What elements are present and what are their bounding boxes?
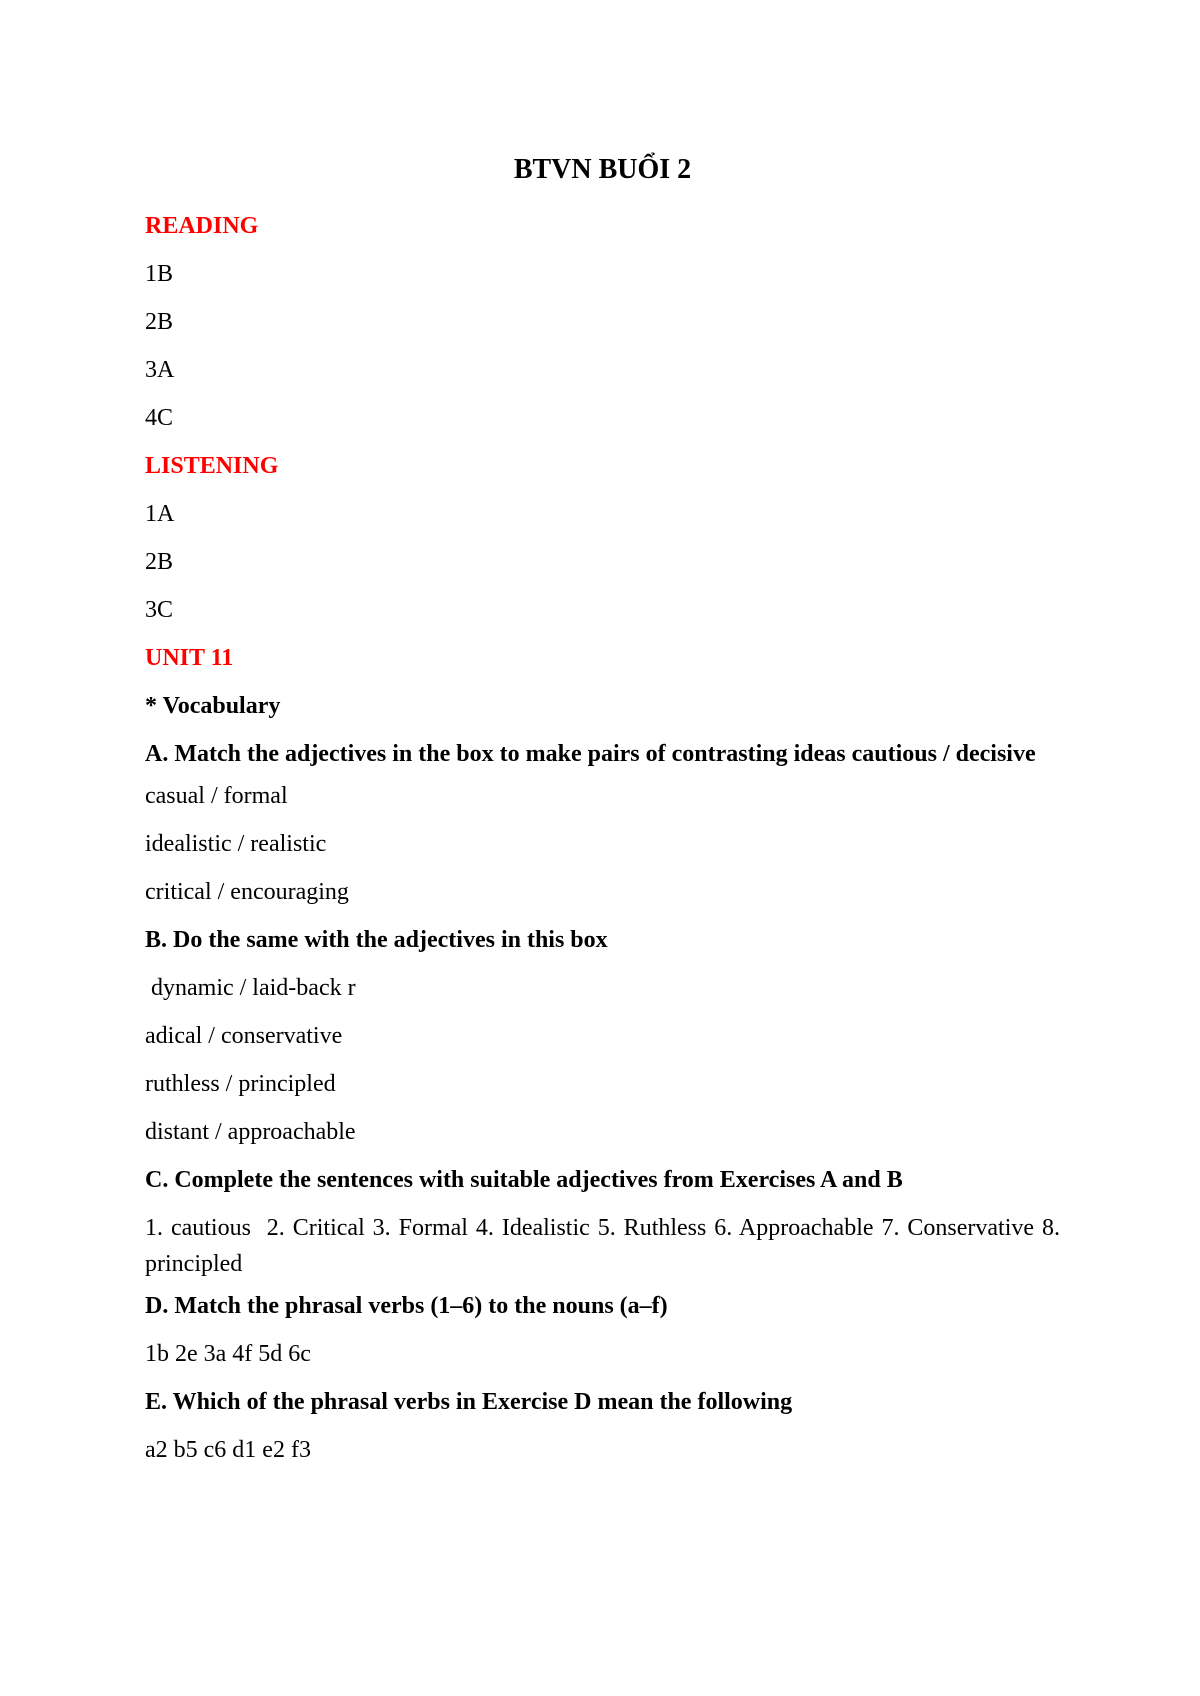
reading-answer: 1B — [145, 261, 174, 287]
exercise-c-answer: 1. cautious 2. Critical 3. Formal 4. Idealistic 5. Ruthless 6. Approachable 7. Conservative 8. principled — [145, 1215, 1066, 1277]
reading-heading: READING — [145, 213, 259, 239]
exercise-b-line: dynamic / laid-back r — [145, 975, 356, 1001]
reading-answer: 2B — [145, 309, 174, 335]
exercise-b-line: adical / conservative — [145, 1023, 343, 1049]
listening-answer: 1A — [145, 501, 175, 527]
exercise-b-line: distant / approachable — [145, 1119, 356, 1145]
reading-answer: 4C — [145, 405, 174, 431]
exercise-e-answer: a2 b5 c6 d1 e2 f3 — [145, 1437, 311, 1463]
exercise-e-prompt: E. Which of the phrasal verbs in Exercise D mean the following — [145, 1389, 793, 1415]
listening-answer: 3C — [145, 597, 174, 623]
exercise-a-line: critical / encouraging — [145, 879, 349, 905]
exercise-c-prompt: C. Complete the sentences with suitable adjectives from Exercises A and B — [145, 1167, 903, 1193]
exercise-b-prompt: B. Do the same with the adjectives in this box — [145, 927, 608, 953]
exercise-d-answer: 1b 2e 3a 4f 5d 6c — [145, 1341, 311, 1367]
unit-heading: UNIT 11 — [145, 645, 234, 671]
listening-answer: 2B — [145, 549, 174, 575]
exercise-d-prompt: D. Match the phrasal verbs (1–6) to the nouns (a–f) — [145, 1293, 668, 1319]
listening-heading: LISTENING — [145, 453, 279, 479]
exercise-a-line: idealistic / realistic — [145, 831, 327, 857]
exercise-a-prompt: A. Match the adjectives in the box to make pairs of contrasting ideas cautious / decisive — [145, 741, 1036, 767]
document-page — [145, 150, 1066, 1480]
exercise-b-line: ruthless / principled — [145, 1071, 336, 1097]
page-title: BTVN BUỔI 2 — [513, 154, 692, 185]
reading-answer: 3A — [145, 357, 175, 383]
vocabulary-label: * Vocabulary — [145, 693, 281, 719]
exercise-a-line: casual / formal — [145, 783, 288, 809]
